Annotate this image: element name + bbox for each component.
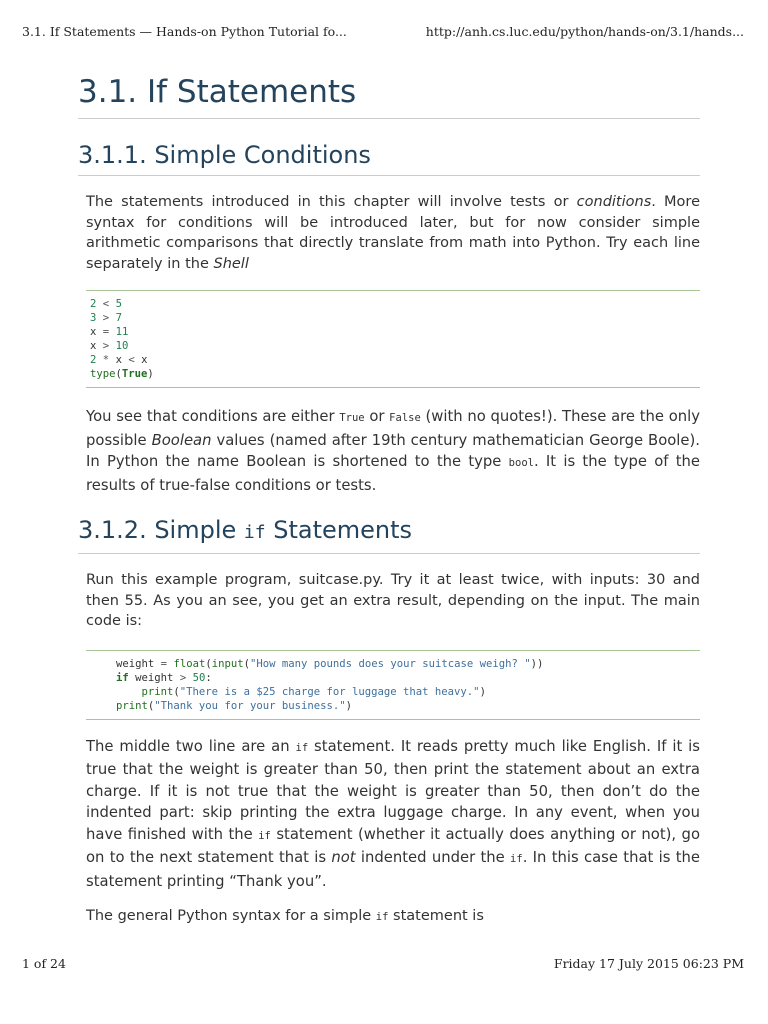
general-syntax-paragraph xyxy=(78,906,700,928)
code-token: )) xyxy=(530,657,544,670)
code-token: 2 xyxy=(90,298,97,310)
code-block-comparisons xyxy=(86,290,700,388)
emphasis-boolean: Boolean xyxy=(151,431,212,449)
code-token: print xyxy=(141,685,174,698)
emphasis-shell: Shell xyxy=(213,255,249,272)
inline-code-true: True xyxy=(339,412,365,424)
code-token: ) xyxy=(479,685,486,698)
text-run: statement is xyxy=(388,908,484,924)
text-run: statement (whether it actually does anything or not), go on to the next statement that is xyxy=(86,825,700,866)
page-content xyxy=(78,72,700,928)
text-run: . It is the type of the results of true-false conditions or tests. xyxy=(86,453,701,494)
code-token: > xyxy=(179,671,187,684)
inline-code-if: if xyxy=(510,853,523,865)
heading-text: Statements xyxy=(273,516,413,544)
emphasis-conditions: conditions xyxy=(576,194,652,210)
code-token: ( xyxy=(115,368,122,380)
code-token: True xyxy=(121,368,148,380)
code-token: x xyxy=(115,354,122,366)
code-token: "There is a $25 charge for luggage that heavy." xyxy=(179,685,480,698)
code-token: 50 xyxy=(192,671,206,684)
section-heading-simple-conditions: 3.1.1. Simple Conditions xyxy=(78,139,700,176)
code-token: 10 xyxy=(115,340,129,352)
code-token: > xyxy=(102,340,110,352)
intro-paragraph xyxy=(78,192,700,274)
code-token: 11 xyxy=(115,326,129,338)
code-token: ( xyxy=(243,657,251,670)
inline-code-false: False xyxy=(389,412,421,424)
code-token: < xyxy=(128,354,135,366)
code-token: x xyxy=(90,340,97,352)
code-token: = xyxy=(102,326,110,338)
code-token: ( xyxy=(147,699,155,712)
code-token: float xyxy=(173,657,206,670)
code-token: ) xyxy=(345,699,353,712)
middle-explanation-paragraph xyxy=(78,736,700,893)
emphasis-not: not xyxy=(331,849,356,866)
text-run: The general Python syntax for a simple xyxy=(86,908,376,924)
print-header-title: 3.1. If Statements — Hands-on Python Tutorial fo... xyxy=(22,24,347,39)
code-token: "How many pounds does your suitcase weigh? " xyxy=(250,657,531,670)
text-run: (with no quotes!). These are the only possible xyxy=(86,408,700,449)
code-token: weight xyxy=(135,671,174,684)
code-token: > xyxy=(102,312,110,324)
code-token: = xyxy=(160,657,168,670)
boolean-paragraph xyxy=(78,406,700,496)
code-token: type xyxy=(90,368,116,380)
code-token: * xyxy=(102,354,110,366)
heading-code: if xyxy=(243,522,266,543)
inline-code-if: if xyxy=(258,829,271,842)
text-run: The statements introduced in this chapter will involve tests or xyxy=(86,194,577,210)
code-token: ( xyxy=(173,685,180,698)
code-token: weight xyxy=(116,657,155,670)
run-example-paragraph: Run this example program, suitcase.py. Try it at least twice, with inputs: 30 and then 55. As you an see, you get an extra result, depending on the input. The main code is: xyxy=(86,572,700,629)
code-token: if xyxy=(116,671,129,684)
print-datetime: Friday 17 July 2015 06:23 PM xyxy=(553,956,744,971)
text-run: indented under the xyxy=(355,849,511,866)
heading-text: 3.1.2. Simple xyxy=(78,516,237,544)
code-token: ) xyxy=(147,368,154,380)
code-token: : xyxy=(205,671,212,684)
text-run: values (named after 19th century mathematician George Boole). In Python the name Boolean is shortened to the type xyxy=(86,431,700,470)
code-token: 7 xyxy=(115,312,122,324)
text-run: . More syntax for conditions will be introduced later, but for now consider simple arithmetic comparisons that directly translate from math into Python. Try each line separately in the xyxy=(86,194,700,272)
code-token: 5 xyxy=(115,298,122,310)
code-token: < xyxy=(102,298,110,310)
page-title: 3.1. If Statements xyxy=(78,72,700,119)
code-token: "Thank you for your business." xyxy=(154,699,346,712)
print-header xyxy=(22,24,744,39)
section-heading-simple-if xyxy=(78,514,700,554)
text-run: or xyxy=(364,408,390,425)
inline-code-if: if xyxy=(375,911,389,923)
code-token: x xyxy=(141,354,148,366)
code-token: 3 xyxy=(90,312,97,324)
text-run: The middle two line are an xyxy=(86,737,296,755)
code-token: 2 xyxy=(90,354,97,366)
code-token: ( xyxy=(205,657,212,670)
page-number: 1 of 24 xyxy=(22,956,66,971)
print-header-url: http://anh.cs.luc.edu/python/hands-on/3.1/hands... xyxy=(425,24,744,39)
text-run: You see that conditions are either xyxy=(86,408,340,425)
code-token: x xyxy=(90,326,97,338)
print-footer xyxy=(22,956,744,971)
code-block-suitcase xyxy=(86,650,700,720)
text-run: . In this case that is the statement printing “Thank you”. xyxy=(86,849,700,890)
code-token: print xyxy=(116,699,148,712)
inline-code-bool: bool xyxy=(508,457,534,469)
inline-code-if: if xyxy=(295,741,309,754)
code-token: input xyxy=(211,657,244,670)
text-run: statement. It reads pretty much like English. If it is true that the weight is greater than 50, then print the statement about an extra charge. If it is not true that the weight is greater than 50, then don’t do the indented part: skip printing the extra luggage charge. In any event, when you have finished with the xyxy=(86,737,700,843)
